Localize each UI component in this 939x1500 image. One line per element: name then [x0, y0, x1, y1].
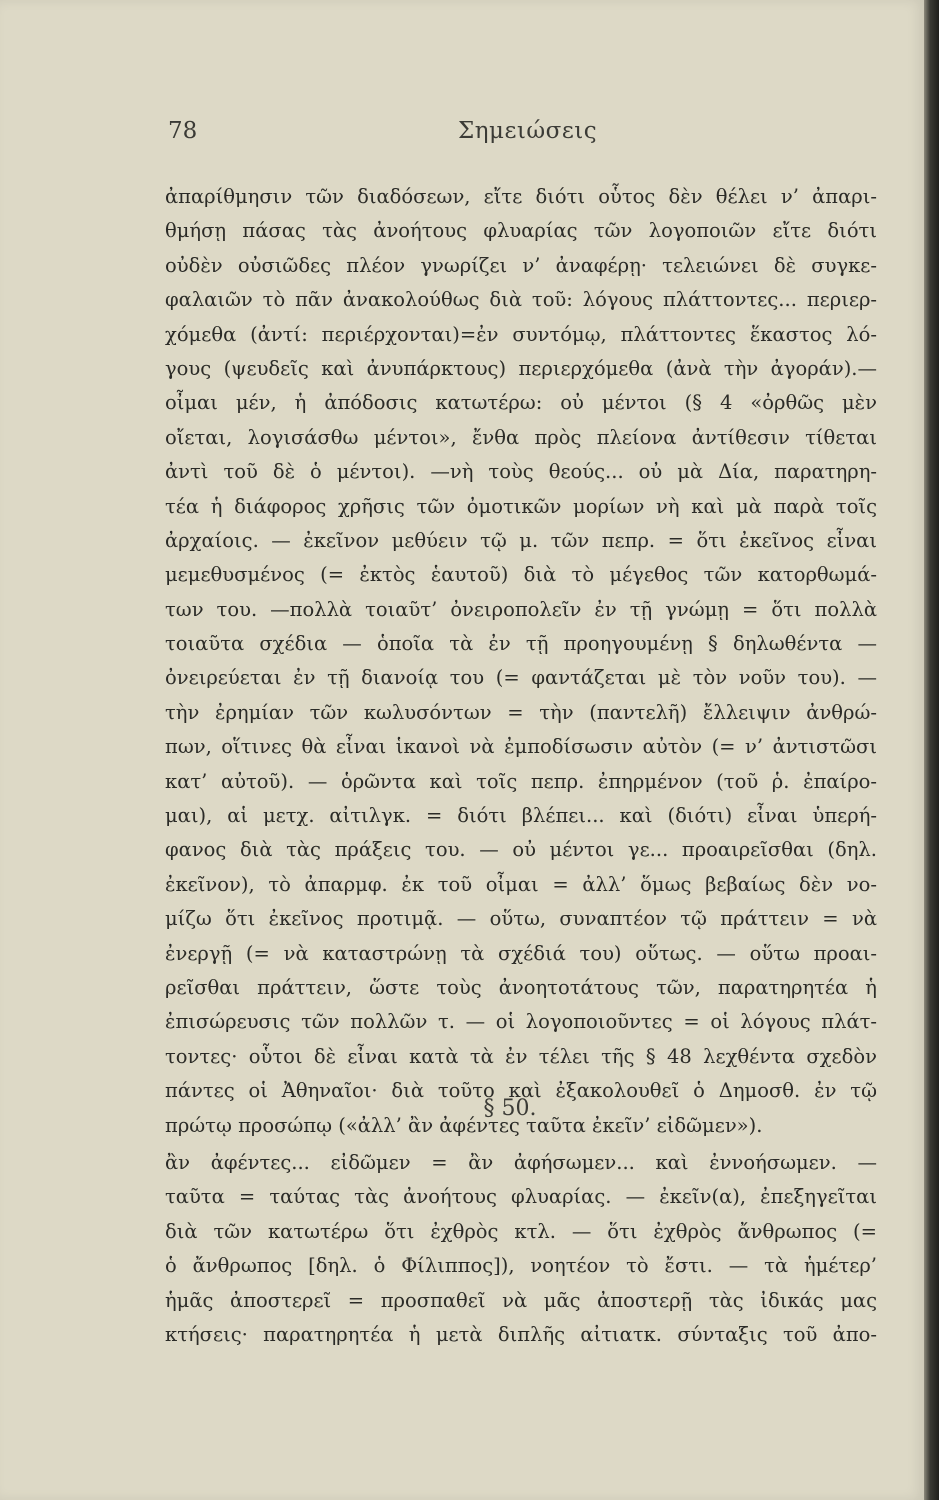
- text-line: φαλαιῶν τὸ πᾶν ἀνακολούθως διὰ τοῦ: λόγους πλάττοντες... περιερ-: [165, 288, 877, 312]
- text-line: ἂν ἀφέντες... εἰδῶμεν = ἂν ἀφήσωμεν... καὶ ἐννοήσωμεν. —: [165, 1151, 877, 1174]
- text-line: ἐκεῖνον), τὸ ἀπαρμφ. ἐκ τοῦ οἶμαι = ἀλλ’ ὅμως βεβαίως δὲν νο-: [165, 872, 877, 896]
- text-line: ἡμᾶς ἀποστερεῖ = προσπαθεῖ νὰ μᾶς ἀποστερῇ τὰς ἰδικάς μας: [165, 1288, 877, 1312]
- text-line: μαι), αἱ μετχ. αἰτιλγκ. = διότι βλέπει... καὶ (διότι) εἶναι ὑπερή-: [165, 804, 877, 828]
- text-line: πων, οἵτινες θὰ εἶναι ἱκανοὶ νὰ ἐμποδίσωσιν αὐτὸν (= ν’ ἀντιστῶσι: [165, 735, 877, 759]
- text-line: μεμεθυσμένος (= ἐκτὸς ἑαυτοῦ) διὰ τὸ μέγεθος τῶν κατορθωμά-: [165, 563, 877, 587]
- text-line: ὀνειρεύεται ἐν τῇ διανοίᾳ του (= φαντάζεται μὲ τὸν νοῦν του). —: [165, 666, 877, 690]
- page-header: [168, 118, 868, 152]
- text-line: τοντες· οὗτοι δὲ εἶναι κατὰ τὰ ἐν τέλει τῆς § 48 λεχθέντα σχεδὸν: [165, 1044, 877, 1068]
- text-line: πάντες οἱ Ἀθηναῖοι· διὰ τοῦτο καὶ ἐξακολουθεῖ ὁ Δημοσθ. ἐν τῷ: [165, 1079, 877, 1103]
- text-line: κτήσεις· παρατηρητέα ἡ μετὰ διπλῆς αἰτιατκ. σύνταξις τοῦ ἀπο-: [165, 1322, 877, 1346]
- text-line: πρώτῳ προσώπῳ («ἀλλ’ ἂν ἀφέντες ταῦτα ἐκεῖν’ εἰδῶμεν»).: [165, 1113, 763, 1137]
- page-number: 78: [168, 118, 198, 144]
- text-line: χόμεθα (ἀντί: περιέρχονται)=ἐν συντόμῳ, πλάττοντες ἕκαστος λό-: [165, 322, 877, 346]
- text-line: ἐνεργῇ (= νὰ καταστρώνῃ τὰ σχέδιά του) οὕτως. — οὕτω προαι-: [165, 941, 877, 965]
- text-line: ὁ ἄνθρωπος [δηλ. ὁ Φίλιππος]), νοητέον τὸ ἔστι. — τὰ ἡμέτερ’: [165, 1254, 877, 1278]
- text-line: ἐπισώρευσις τῶν πολλῶν τ. — οἱ λογοποιοῦντες = οἱ λόγους πλάτ-: [165, 1010, 877, 1034]
- text-line: ἀπαρίθμησιν τῶν διαδόσεων, εἴτε διότι οὗτος δὲν θέλει ν’ ἀπαρι-: [165, 185, 877, 208]
- section-text: [165, 1146, 877, 1352]
- running-title: Σημειώσεις: [458, 118, 598, 144]
- text-line: ἀρχαίοις. — ἐκεῖνον μεθύειν τῷ μ. τῶν πεπρ. = ὅτι ἐκεῖνος εἶναι: [165, 528, 877, 552]
- text-line: ἀντὶ τοῦ δὲ ὁ μέντοι). —νὴ τοὺς θεούς... οὐ μὰ Δία, παρατηρη-: [165, 460, 877, 484]
- text-line: ταῦτα = ταύτας τὰς ἀνοήτους φλυαρίας. — ἐκεῖν(α), ἐπεξηγεῖται: [165, 1185, 877, 1209]
- text-line: οἶμαι μέν, ἡ ἀπόδοσις κατωτέρω: οὐ μέντοι (§ 4 «ὀρθῶς μὲν: [165, 391, 877, 415]
- text-line: ρεῖσθαι πράττειν, ὥστε τοὺς ἀνοητοτάτους τῶν, παρατηρητέα ἡ: [165, 975, 877, 999]
- text-line: οἴεται, λογισάσθω μέντοι», ἔνθα πρὸς πλείονα ἀντίθεσιν τίθεται: [165, 425, 877, 449]
- section-heading: § 50.: [483, 1096, 537, 1121]
- text-line: φανος διὰ τὰς πράξεις του. — οὐ μέντοι γε... προαιρεῖσθαι (δηλ.: [165, 838, 877, 862]
- text-line: διὰ τῶν κατωτέρω ὅτι ἐχθρὸς κτλ. — ὅτι ἐχθρὸς ἄνθρωπος (=: [165, 1219, 877, 1243]
- text-line: μίζω ὅτι ἐκεῖνος προτιμᾷ. — οὕτω, συναπτέον τῷ πράττειν = νὰ: [165, 907, 877, 931]
- text-line: οὐδὲν οὐσιῶδες πλέον γνωρίζει ν’ ἀναφέρῃ· τελειώνει δὲ συγκε-: [165, 253, 877, 277]
- text-line: των του. —πολλὰ τοιαῦτ’ ὀνειροπολεῖν ἐν τῇ γνώμῃ = ὅτι πολλὰ: [165, 597, 877, 621]
- text-line: τέα ἡ διάφορος χρῆσις τῶν ὀμοτικῶν μορίων νὴ καὶ μὰ παρὰ τοῖς: [165, 494, 877, 518]
- text-line: κατ’ αὐτοῦ). — ὁρῶντα καὶ τοῖς πεπρ. ἐπηρμένον (τοῦ ῥ. ἐπαίρο-: [165, 769, 877, 793]
- commentary-text: [165, 180, 877, 1143]
- text-line: γους (ψευδεῖς καὶ ἀνυπάρκτους) περιερχόμεθα (ἀνὰ τὴν ἀγοράν).—: [165, 356, 877, 380]
- text-line: θμήσῃ πάσας τὰς ἀνοήτους φλυαρίας τῶν λογοποιῶν εἴτε διότι: [165, 219, 877, 243]
- book-spine-edge: [924, 0, 939, 1500]
- text-line: τοιαῦτα σχέδια — ὁποῖα τὰ ἐν τῇ προηγουμένῃ § δηλωθέντα —: [165, 632, 877, 656]
- text-line: τὴν ἐρημίαν τῶν κωλυσόντων = τὴν (παντελῆ) ἔλλειψιν ἀνθρώ-: [165, 700, 877, 724]
